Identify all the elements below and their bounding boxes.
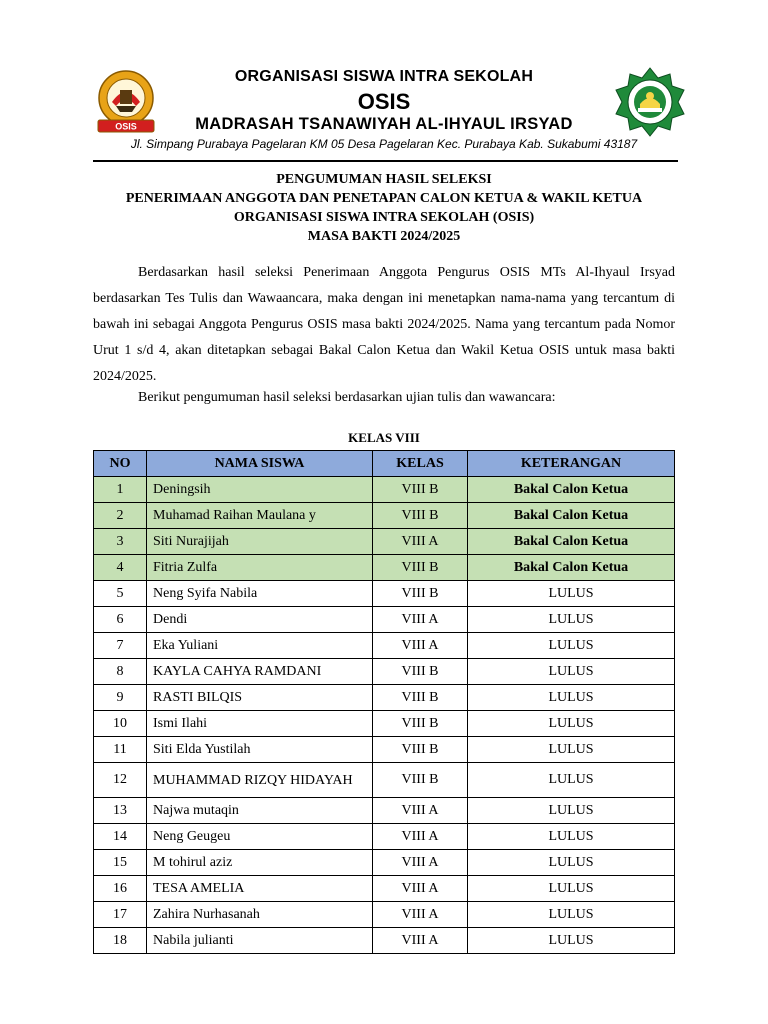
osis-logo-text: OSIS	[115, 121, 137, 132]
school-name: MADRASAH TSANAWIYAH AL-IHYAUL IRSYAD	[195, 115, 573, 133]
cell-nama-siswa: MUHAMMAD RIZQY HIDAYAH	[147, 763, 373, 798]
cell-no: 15	[94, 850, 147, 876]
cell-keterangan: LULUS	[468, 850, 675, 876]
table-row	[94, 503, 675, 529]
cell-keterangan: LULUS	[468, 763, 675, 798]
cell-keterangan: LULUS	[468, 876, 675, 902]
cell-nama-siswa: Zahira Nurhasanah	[147, 902, 373, 928]
cell-keterangan: LULUS	[468, 633, 675, 659]
cell-kelas: VIII B	[373, 711, 468, 737]
announcement-line-1: PENGUMUMAN HASIL SELEKSI	[276, 172, 492, 187]
cell-nama-siswa: Deningsih	[147, 477, 373, 503]
cell-nama-siswa: Eka Yuliani	[147, 633, 373, 659]
cell-kelas: VIII A	[373, 824, 468, 850]
cell-keterangan: LULUS	[468, 737, 675, 763]
cell-no: 6	[94, 607, 147, 633]
header-no: NO	[94, 451, 147, 477]
cell-no: 1	[94, 477, 147, 503]
cell-keterangan: LULUS	[468, 824, 675, 850]
body-paragraph-1: Berdasarkan hasil seleksi Penerimaan Anggota Pengurus OSIS MTs Al-Ihyaul Irsyad berdasarkan Tes Tulis dan Wawaancara, maka dengan ini menetapkan nama-nama yang tercantum di bawah ini sebagai Anggota Pengurus OSIS masa bakti 2024/2025. Nama yang tercantum pada Nomor Urut 1 s/d 4, akan ditetapkan sebagai Bakal Calon Ketua dan Wakil Ketua OSIS untuk masa bakti 2024/2025.	[93, 265, 675, 384]
cell-nama-siswa: Ismi Ilahi	[147, 711, 373, 737]
cell-kelas: VIII B	[373, 737, 468, 763]
cell-no: 18	[94, 928, 147, 954]
cell-keterangan: Bakal Calon Ketua	[468, 555, 675, 581]
cell-kelas: VIII A	[373, 633, 468, 659]
cell-nama-siswa: M tohirul aziz	[147, 850, 373, 876]
table-row	[94, 763, 675, 798]
org-short-title: OSIS	[357, 89, 411, 114]
table-row	[94, 928, 675, 954]
table-row	[94, 633, 675, 659]
cell-keterangan: LULUS	[468, 798, 675, 824]
cell-nama-siswa: Neng Syifa Nabila	[147, 581, 373, 607]
cell-no: 4	[94, 555, 147, 581]
cell-nama-siswa: KAYLA CAHYA RAMDANI	[147, 659, 373, 685]
cell-keterangan: LULUS	[468, 685, 675, 711]
cell-no: 10	[94, 711, 147, 737]
announcement-line-4: MASA BAKTI 2024/2025	[307, 229, 461, 244]
cell-nama-siswa: Dendi	[147, 607, 373, 633]
table-header-row	[94, 451, 675, 477]
cell-nama-siswa: Siti Nurajijah	[147, 529, 373, 555]
cell-kelas: VIII A	[373, 902, 468, 928]
table-row	[94, 850, 675, 876]
body-paragraph-2: Berikut pengumuman hasil seleksi berdasarkan ujian tulis dan wawancara:	[138, 390, 556, 405]
letterhead	[0, 60, 768, 170]
table-row	[94, 529, 675, 555]
table-row	[94, 685, 675, 711]
cell-keterangan: Bakal Calon Ketua	[468, 503, 675, 529]
cell-nama-siswa: Najwa mutaqin	[147, 798, 373, 824]
cell-kelas: VIII B	[373, 685, 468, 711]
cell-no: 5	[94, 581, 147, 607]
cell-keterangan: LULUS	[468, 902, 675, 928]
cell-no: 13	[94, 798, 147, 824]
cell-kelas: VIII B	[373, 503, 468, 529]
cell-keterangan: LULUS	[468, 607, 675, 633]
header-nama-siswa: NAMA SISWA	[147, 451, 373, 477]
cell-no: 17	[94, 902, 147, 928]
cell-kelas: VIII A	[373, 529, 468, 555]
cell-nama-siswa: Fitria Zulfa	[147, 555, 373, 581]
cell-keterangan: LULUS	[468, 581, 675, 607]
cell-kelas: VIII B	[373, 659, 468, 685]
cell-keterangan: LULUS	[468, 659, 675, 685]
table-row	[94, 659, 675, 685]
cell-no: 11	[94, 737, 147, 763]
cell-kelas: VIII A	[373, 798, 468, 824]
cell-keterangan: LULUS	[468, 711, 675, 737]
cell-no: 2	[94, 503, 147, 529]
header-kelas: KELAS	[373, 451, 468, 477]
table-row	[94, 711, 675, 737]
letterhead-divider	[93, 160, 678, 162]
cell-kelas: VIII A	[373, 928, 468, 954]
cell-keterangan: LULUS	[468, 928, 675, 954]
table-row	[94, 477, 675, 503]
announcement-title	[0, 170, 768, 246]
cell-no: 14	[94, 824, 147, 850]
cell-nama-siswa: RASTI BILQIS	[147, 685, 373, 711]
table-row	[94, 555, 675, 581]
table-row	[94, 737, 675, 763]
cell-nama-siswa: Neng Geugeu	[147, 824, 373, 850]
cell-kelas: VIII A	[373, 607, 468, 633]
cell-nama-siswa: Muhamad Raihan Maulana y	[147, 503, 373, 529]
cell-kelas: VIII B	[373, 555, 468, 581]
org-title: ORGANISASI SISWA INTRA SEKOLAH	[234, 68, 534, 85]
table-row	[94, 798, 675, 824]
header-keterangan: KETERANGAN	[468, 451, 675, 477]
cell-nama-siswa: Siti Elda Yustilah	[147, 737, 373, 763]
announcement-line-3: ORGANISASI SISWA INTRA SEKOLAH (OSIS)	[233, 210, 535, 225]
table-row	[94, 876, 675, 902]
results-table	[93, 450, 675, 954]
cell-nama-siswa: Nabila julianti	[147, 928, 373, 954]
cell-kelas: VIII B	[373, 477, 468, 503]
table-row	[94, 607, 675, 633]
cell-kelas: VIII B	[373, 763, 468, 798]
cell-no: 7	[94, 633, 147, 659]
announcement-line-2: PENERIMAAN ANGGOTA DAN PENETAPAN CALON KETUA & WAKIL KETUA	[125, 191, 643, 206]
cell-kelas: VIII A	[373, 876, 468, 902]
cell-no: 9	[94, 685, 147, 711]
table-row	[94, 581, 675, 607]
cell-no: 8	[94, 659, 147, 685]
school-address: Jl. Simpang Purabaya Pagelaran KM 05 Desa Pagelaran Kec. Purabaya Kab. Sukabumi 43187	[130, 137, 638, 151]
cell-kelas: VIII A	[373, 850, 468, 876]
table-caption: KELAS VIII	[348, 430, 420, 445]
table-row	[94, 902, 675, 928]
cell-keterangan: Bakal Calon Ketua	[468, 529, 675, 555]
cell-no: 16	[94, 876, 147, 902]
cell-keterangan: Bakal Calon Ketua	[468, 477, 675, 503]
cell-kelas: VIII B	[373, 581, 468, 607]
cell-no: 12	[94, 763, 147, 798]
table-row	[94, 824, 675, 850]
cell-nama-siswa: TESA AMELIA	[147, 876, 373, 902]
madrasah-logo-icon	[612, 66, 688, 138]
cell-no: 3	[94, 529, 147, 555]
